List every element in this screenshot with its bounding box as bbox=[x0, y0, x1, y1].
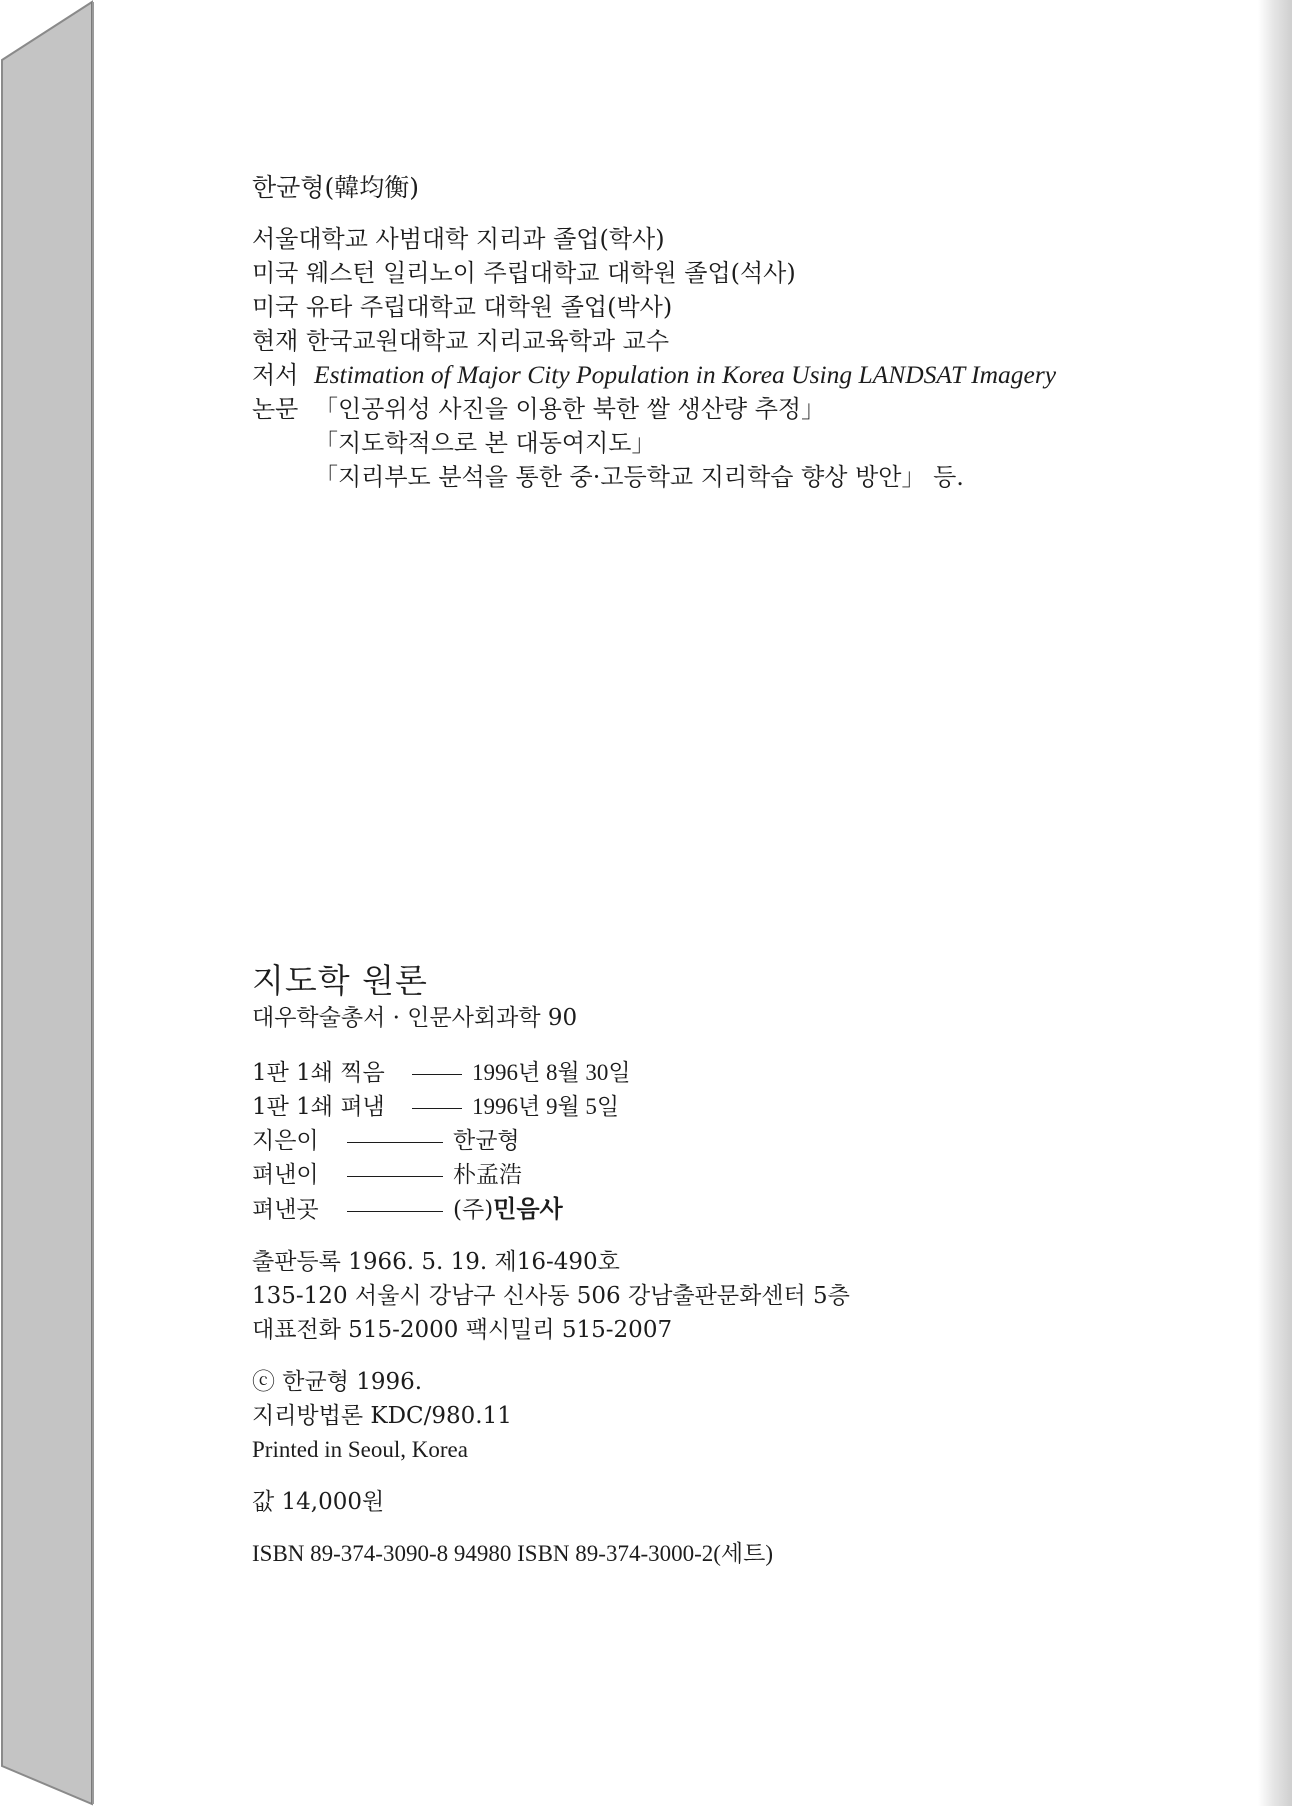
credit-value: 朴孟浩 bbox=[453, 1162, 522, 1188]
credit-line bbox=[252, 1056, 850, 1090]
bio-line: 미국 웨스턴 일리노이 주립대학교 대학원 졸업(석사) bbox=[252, 259, 796, 287]
colophon-section bbox=[252, 960, 850, 1571]
publisher-logo: 민음사 bbox=[493, 1195, 563, 1223]
credit-value: 1996년 8월 30일 bbox=[472, 1060, 631, 1085]
credit-dash bbox=[347, 1176, 443, 1177]
credit-line bbox=[252, 1090, 850, 1124]
credit-line bbox=[252, 1158, 850, 1192]
credit-key: 펴낸이 bbox=[252, 1162, 319, 1188]
credit-line bbox=[252, 1124, 850, 1158]
bio-line: 미국 유타 주립대학교 대학원 졸업(박사) bbox=[252, 293, 673, 321]
registration-block bbox=[252, 1245, 850, 1347]
author-name: 한균형(韓均衡) bbox=[252, 173, 419, 202]
credit-key: 1판 1쇄 찍음 bbox=[252, 1060, 385, 1086]
author-section bbox=[252, 170, 1172, 494]
credit-line bbox=[252, 1192, 850, 1227]
works-title: Estimation of Major City Population in Korea Using LANDSAT Imagery bbox=[314, 360, 1057, 389]
works-line bbox=[252, 358, 1172, 392]
credit-value: 1996년 9월 5일 bbox=[472, 1094, 620, 1119]
classification-line: 지리방법론 KDC/980.11 bbox=[252, 1403, 512, 1429]
credit-key: 1판 1쇄 펴냄 bbox=[252, 1094, 385, 1120]
copyright-block bbox=[252, 1365, 850, 1467]
isbn: ISBN 89-374-3090-8 94980 ISBN 89-374-3000-2(세트) bbox=[252, 1541, 774, 1566]
book-title: 지도학 원론 bbox=[252, 961, 428, 1000]
series-name: 대우학술총서 · 인문사회과학 90 bbox=[252, 1005, 578, 1031]
credit-dash bbox=[347, 1211, 443, 1212]
paper-title: 「지도학적으로 본 대동여지도」 bbox=[314, 429, 656, 457]
credit-dash bbox=[412, 1108, 462, 1109]
works-label: 저서 bbox=[252, 361, 299, 389]
copyright-line: ⓒ 한균형 1996. bbox=[252, 1369, 423, 1395]
page-edge-shadow bbox=[1258, 0, 1292, 1806]
credit-dash bbox=[412, 1074, 462, 1075]
credit-value: 한균형 bbox=[453, 1128, 520, 1154]
bio-line: 현재 한국교원대학교 지리교육학과 교수 bbox=[252, 327, 670, 355]
credit-key: 펴낸곳 bbox=[252, 1197, 319, 1223]
registration-line: 출판등록 1966. 5. 19. 제16-490호 bbox=[252, 1249, 620, 1275]
price: 값 14,000원 bbox=[252, 1489, 385, 1515]
papers-line bbox=[252, 392, 1172, 426]
credit-dash bbox=[347, 1142, 443, 1143]
publisher-prefix: (주) bbox=[453, 1197, 494, 1223]
registration-line: 135-120 서울시 강남구 신사동 506 강남출판문화센터 5층 bbox=[252, 1283, 850, 1309]
printed-line: Printed in Seoul, Korea bbox=[252, 1437, 468, 1462]
bio-line: 서울대학교 사범대학 지리과 졸업(학사) bbox=[252, 225, 665, 253]
credit-key: 지은이 bbox=[252, 1128, 319, 1154]
paper-title: 「인공위성 사진을 이용한 북한 쌀 생산량 추정」 bbox=[314, 395, 826, 423]
paper-title: 「지리부도 분석을 통한 중·고등학교 지리학습 향상 방안」 등. bbox=[314, 463, 964, 491]
registration-line: 대표전화 515-2000 팩시밀리 515-2007 bbox=[252, 1317, 673, 1343]
papers-label: 논문 bbox=[252, 395, 299, 423]
